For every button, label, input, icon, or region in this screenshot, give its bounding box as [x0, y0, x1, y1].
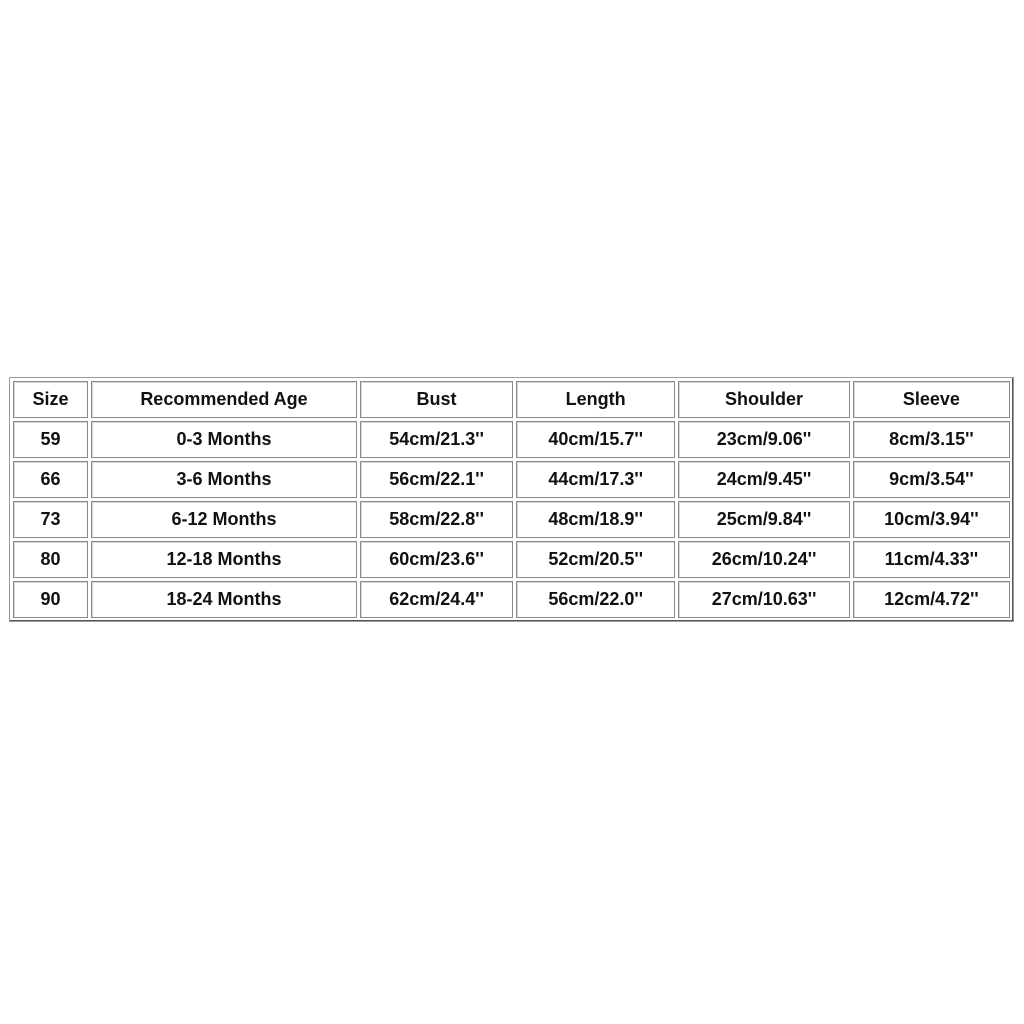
cell-sleeve: 8cm/3.15'' [853, 421, 1010, 458]
header-recommended-age: Recommended Age [91, 381, 357, 418]
header-length: Length [516, 381, 675, 418]
cell-shoulder: 26cm/10.24'' [678, 541, 850, 578]
cell-recommended-age: 12-18 Months [91, 541, 357, 578]
table-row [13, 421, 1010, 458]
cell-recommended-age: 6-12 Months [91, 501, 357, 538]
cell-length: 56cm/22.0'' [516, 581, 675, 618]
cell-length: 40cm/15.7'' [516, 421, 675, 458]
table-row [13, 541, 1010, 578]
cell-shoulder: 27cm/10.63'' [678, 581, 850, 618]
cell-size: 59 [13, 421, 88, 458]
header-shoulder: Shoulder [678, 381, 850, 418]
cell-bust: 60cm/23.6'' [360, 541, 513, 578]
table-header-row [13, 381, 1010, 418]
table-row [13, 581, 1010, 618]
cell-length: 48cm/18.9'' [516, 501, 675, 538]
cell-sleeve: 11cm/4.33'' [853, 541, 1010, 578]
table-row [13, 461, 1010, 498]
cell-sleeve: 12cm/4.72'' [853, 581, 1010, 618]
cell-bust: 58cm/22.8'' [360, 501, 513, 538]
cell-length: 44cm/17.3'' [516, 461, 675, 498]
cell-bust: 54cm/21.3'' [360, 421, 513, 458]
cell-shoulder: 24cm/9.45'' [678, 461, 850, 498]
header-bust: Bust [360, 381, 513, 418]
cell-shoulder: 23cm/9.06'' [678, 421, 850, 458]
cell-size: 66 [13, 461, 88, 498]
cell-shoulder: 25cm/9.84'' [678, 501, 850, 538]
cell-bust: 62cm/24.4'' [360, 581, 513, 618]
cell-bust: 56cm/22.1'' [360, 461, 513, 498]
cell-sleeve: 10cm/3.94'' [853, 501, 1010, 538]
header-sleeve: Sleeve [853, 381, 1010, 418]
cell-recommended-age: 3-6 Months [91, 461, 357, 498]
cell-recommended-age: 18-24 Months [91, 581, 357, 618]
table-row [13, 501, 1010, 538]
cell-recommended-age: 0-3 Months [91, 421, 357, 458]
cell-size: 90 [13, 581, 88, 618]
cell-sleeve: 9cm/3.54'' [853, 461, 1010, 498]
cell-size: 73 [13, 501, 88, 538]
cell-length: 52cm/20.5'' [516, 541, 675, 578]
cell-size: 80 [13, 541, 88, 578]
header-size: Size [13, 381, 88, 418]
size-chart-table [9, 377, 1014, 622]
